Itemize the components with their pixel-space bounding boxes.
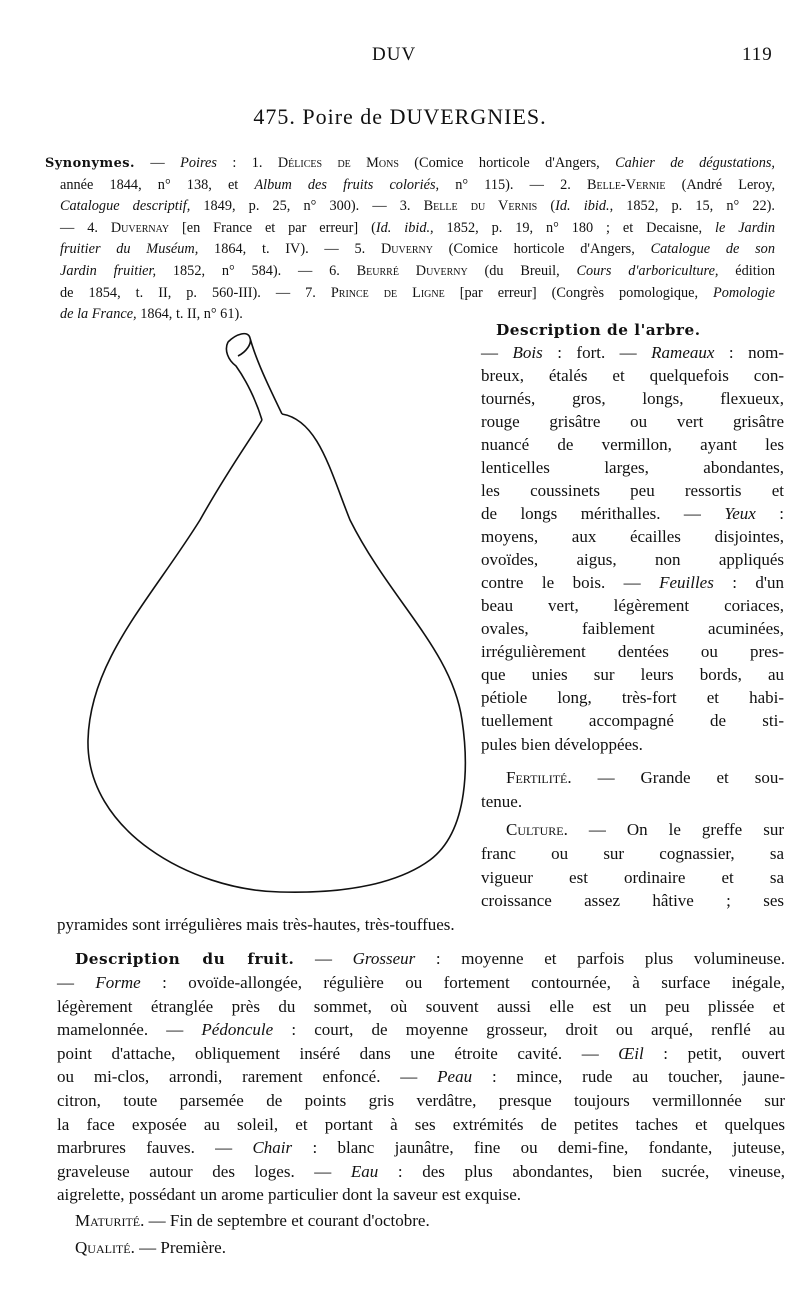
text-run: [par erreur] (Congrès pomologique, bbox=[444, 284, 714, 301]
text-run: — On le greffe sur bbox=[567, 820, 784, 839]
text-run: Cours d'arboriculture, bbox=[576, 263, 719, 279]
text-run: année 1844, n° 138, et bbox=[60, 176, 255, 193]
text-run: irrégulièrement dentées ou pres- bbox=[481, 642, 784, 661]
text-run: Qualité. bbox=[75, 1238, 135, 1257]
text-run: Yeux bbox=[724, 504, 756, 523]
text-run: pyramides sont irrégulières mais très-hautes, très-touffues. bbox=[57, 915, 455, 934]
text-run: légèrement étranglée près du sommet, où souvent aussi elle est un peu plissée et bbox=[57, 997, 785, 1016]
text-run: édition bbox=[718, 263, 776, 279]
text-run: Bois bbox=[512, 343, 543, 362]
text-run: moyens, aux écailles disjointes, bbox=[481, 527, 784, 546]
text-run: Forme bbox=[95, 973, 141, 992]
text-run: Duvernay bbox=[110, 219, 170, 236]
text-run: Id. ibid. bbox=[375, 219, 431, 236]
text-run: tuellement accompagné de sti- bbox=[481, 711, 784, 730]
text-run: 1852, n° 584). — 6. bbox=[156, 263, 357, 279]
text-run: que unies sur leurs bords, au bbox=[481, 665, 784, 684]
text-run: : fort. — bbox=[542, 343, 652, 362]
text-run: 1864, t. II, n° 61). bbox=[136, 306, 243, 323]
text-run: Album des fruits coloriés, bbox=[254, 176, 440, 193]
text-run: Description du fruit. bbox=[75, 950, 295, 968]
text-run: — bbox=[135, 155, 181, 171]
text-run: Catalogue descriptif, bbox=[60, 198, 191, 215]
text-run: Jardin fruitier, bbox=[60, 263, 157, 279]
text-run: Rameaux bbox=[651, 343, 715, 362]
text-run: (André Leroy, bbox=[665, 176, 776, 193]
text-run: : blanc jaunâtre, fine ou demi-fine, fondante, juteuse, bbox=[292, 1138, 786, 1157]
text-run: franc ou sur cognassier, sa bbox=[481, 844, 784, 863]
text-run: Catalogue de son bbox=[650, 241, 775, 258]
text-run: Maturité. bbox=[75, 1211, 145, 1230]
text-run: Belle du Vernis bbox=[423, 198, 538, 215]
text-run: (Comice horticole d'Angers, bbox=[398, 155, 616, 171]
text-run: Prince de Ligne bbox=[330, 284, 445, 301]
text-run: [en France et par erreur] ( bbox=[169, 219, 376, 236]
text-run: les coussinets peu ressortis et bbox=[481, 481, 784, 500]
text-run: Chair bbox=[252, 1138, 293, 1157]
text-run: aigrelette, possédant un arome particulier dont la saveur est exquise. bbox=[57, 1185, 522, 1204]
text-run: rouge grisâtre ou vert grisâtre bbox=[481, 412, 784, 431]
text-run: — bbox=[57, 973, 96, 992]
text-run: Description de l'arbre. bbox=[496, 321, 701, 339]
page-title: 475. Poire de DUVERGNIES. bbox=[253, 104, 547, 129]
text-run: tournés, gros, longs, flexueux, bbox=[481, 389, 784, 408]
text-run: : bbox=[755, 504, 784, 523]
text-run: ovoïdes, aigus, non appliqués bbox=[481, 550, 784, 569]
text-run: vigueur est ordinaire et sa bbox=[481, 868, 784, 887]
text-run: Id. ibid. bbox=[555, 198, 610, 215]
text-run: — 4. bbox=[60, 219, 111, 236]
text-run: Peau bbox=[437, 1067, 473, 1086]
text-run: mamelonnée. — bbox=[57, 1020, 202, 1039]
text-run: de longs mérithalles. — bbox=[481, 504, 725, 523]
text-run: — Première. bbox=[134, 1238, 226, 1257]
text-run: point d'attache, obliquement inséré dans une étroite cavité. — bbox=[57, 1044, 619, 1063]
text-run: fruitier du Muséum, bbox=[60, 241, 199, 258]
text-run: : ovoïde-allongée, régulière ou fortement contournée, à surface inégale, bbox=[140, 973, 786, 992]
text-run: — Fin de septembre et courant d'octobre. bbox=[144, 1211, 430, 1230]
text-run: de la France, bbox=[60, 306, 137, 323]
text-run: tenue. bbox=[481, 792, 523, 811]
text-run: Culture. bbox=[506, 820, 568, 839]
text-run: lenticelles larges, abondantes, bbox=[481, 458, 784, 477]
text-run: de 1854, t. II, p. 560-III). — 7. bbox=[60, 284, 331, 301]
text-run: Pomologie bbox=[713, 284, 775, 301]
text-run: 1849, p. 25, n° 300). — 3. bbox=[190, 198, 424, 215]
text-run: (Comice horticole d'Angers, bbox=[432, 241, 651, 258]
text-run: Duverny bbox=[380, 241, 433, 258]
text-run: Eau bbox=[350, 1162, 379, 1181]
text-run: Grosseur bbox=[352, 949, 416, 968]
text-run: Belle-Vernie bbox=[586, 176, 666, 193]
text-run: marbrures fauves. — bbox=[57, 1138, 253, 1157]
text-run: : petit, ouvert bbox=[643, 1044, 785, 1063]
text-run: : mince, rude au toucher, jaune- bbox=[472, 1067, 785, 1086]
text-run: (du Breuil, bbox=[467, 263, 577, 279]
text-run: breux, étalés et quelquefois con- bbox=[481, 366, 784, 385]
text-run: n° 115). — 2. bbox=[439, 176, 587, 193]
text-run: : 1. bbox=[216, 155, 278, 171]
text-run: Fertilité. bbox=[506, 768, 572, 787]
text-run: Feuilles bbox=[659, 573, 714, 592]
text-run: — bbox=[294, 949, 353, 968]
text-run: Synonymes. bbox=[45, 156, 136, 171]
page-number: 119 bbox=[742, 44, 773, 65]
text-run: : des plus abondantes, bien sucrée, vineuse, bbox=[378, 1162, 785, 1181]
text-run: Pédoncule bbox=[201, 1020, 274, 1039]
pear-outline bbox=[88, 414, 465, 892]
text-run: Délices de Mons bbox=[277, 155, 399, 171]
text-run: ( bbox=[537, 198, 556, 215]
text-run: — bbox=[481, 343, 513, 362]
text-run: Cahier de dégustations, bbox=[615, 155, 775, 171]
text-run: : nom- bbox=[714, 343, 785, 362]
text-run: : moyenne et parfois plus volumineuse. bbox=[415, 949, 785, 968]
text-run: : court, de moyenne grosseur, droit ou arqué, renflé au bbox=[273, 1020, 785, 1039]
running-head: DUV bbox=[372, 44, 417, 65]
pear-stem bbox=[226, 334, 282, 420]
text-run: — Grande et sou- bbox=[571, 768, 784, 787]
text-run: le Jardin bbox=[714, 219, 775, 236]
text-run: la face exposée au soleil, et portant à ses extrémités de petites taches et quelques bbox=[57, 1115, 785, 1134]
text-run: ou mi-clos, arrondi, rarement enfoncé. — bbox=[57, 1067, 438, 1086]
text-run: beau vert, légèrement coriaces, bbox=[481, 596, 784, 615]
text-run: , 1852, p. 15, n° 22). bbox=[609, 198, 775, 215]
text-run: ovales, faiblement acuminées, bbox=[481, 619, 784, 638]
text-run: croissance assez hâtive ; ses bbox=[481, 891, 784, 910]
text-run: 1864, t. IV). — 5. bbox=[198, 241, 381, 258]
text-run: citron, toute parsemée de points gris verdâtre, presque toujours vermillonnée sur bbox=[57, 1091, 785, 1110]
text-run: pules bien développées. bbox=[481, 735, 643, 754]
text-run: : d'un bbox=[713, 573, 784, 592]
text-run: pétiole long, très-fort et habi- bbox=[481, 688, 784, 707]
text-run: nuancé de vermillon, ayant les bbox=[481, 435, 784, 454]
text-run: Beurré Duverny bbox=[356, 263, 468, 279]
text-run: graveleuse autour des loges. — bbox=[57, 1162, 351, 1181]
text-run: Œil bbox=[618, 1044, 644, 1063]
text-run: , 1852, p. 19, n° 180 ; et Decaisne, bbox=[430, 219, 715, 236]
text-run: contre le bois. — bbox=[481, 573, 660, 592]
text-run: Poires bbox=[180, 155, 217, 171]
